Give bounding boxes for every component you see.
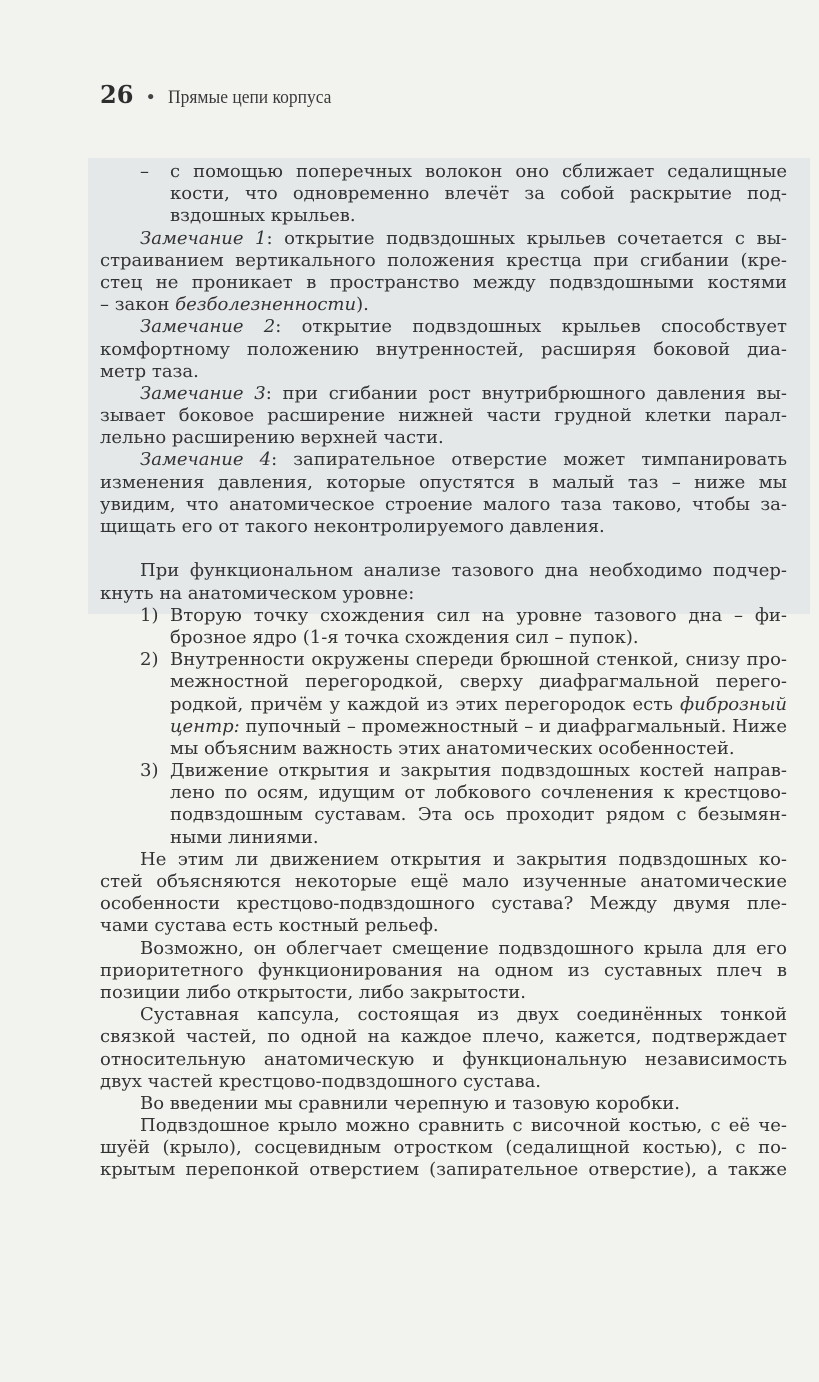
text-line [100, 671, 787, 693]
text-segment: шуёй (крыло), сосцевидным отростком (седалищной костью), с по- [100, 1137, 787, 1159]
italic-text: Замечание 3 [140, 382, 266, 404]
text-segment: особенности крестцово-подвздошного сустава? Между двумя пле- [100, 893, 787, 915]
text-line [100, 1049, 787, 1071]
italic-text: Замечание 4 [140, 449, 272, 471]
header-separator: • [145, 87, 157, 108]
text-segment: Во введении мы сравнили черепную и тазовую коробки. [140, 1092, 680, 1114]
text-segment: : запирательное отверстие может тимпанировать [271, 449, 787, 471]
text-line [100, 1115, 787, 1137]
italic-text: безболезненности [175, 294, 357, 316]
numbered-list-line [100, 649, 787, 671]
text-segment: комфортному положению внутренностей, расширяя боковой диа- [100, 338, 787, 360]
text-line [100, 694, 787, 716]
text-line [100, 583, 787, 605]
text-segment: стей объясняются некоторые ещё мало изученные анатомические [100, 871, 787, 892]
text-line [100, 1093, 787, 1115]
text-line [100, 494, 787, 516]
text-segment: ). [356, 294, 369, 316]
text-line [100, 183, 787, 205]
text-segment: стец не проникает в пространство между подвздошными костями [100, 271, 787, 293]
text-segment: лельно расширению верхней части. [100, 427, 444, 449]
text-line [100, 1071, 787, 1093]
text-segment: зывает боковое расширение нижней части грудной клетки парал- [100, 405, 787, 427]
text-line [100, 361, 787, 383]
blank-line [100, 538, 787, 560]
text-segment: : при сгибании рост внутрибрюшного давления вы- [265, 382, 787, 404]
text-segment: родкой, причём у каждой из этих перегородок есть [170, 693, 681, 715]
numbered-list-line [100, 760, 787, 782]
text-segment: относительную анатомическую и функциональную независимость [100, 1048, 787, 1070]
text-segment: кости, что одновременно влечёт за собой раскрытие под- [170, 183, 787, 205]
text-line [100, 560, 787, 582]
list-marker: 3) [140, 760, 159, 782]
italic-text: фиброзный [680, 693, 787, 715]
text-segment: позиции либо открытости, либо закрытости. [100, 981, 526, 1003]
text-line [100, 516, 787, 538]
text-segment: крытым перепонкой отверстием (запирательное отверстие), а также [100, 1159, 787, 1181]
text-line [100, 915, 787, 937]
text-line [100, 938, 787, 960]
text-segment: связкой частей, по одной на каждое плечо, кажется, подтверждает [100, 1026, 787, 1048]
text-line [100, 228, 787, 250]
text-line [100, 339, 787, 361]
text-line [100, 427, 787, 449]
text-line [100, 982, 787, 1004]
italic-text: Замечание 1 [140, 227, 267, 249]
text-segment: – закон [100, 294, 176, 316]
text-segment: подвздошным суставам. Эта ось проходит рядом с безымян- [170, 804, 787, 826]
text-segment: Суставная капсула, состоящая из двух соединённых тонкой [140, 1004, 787, 1026]
text-segment: мы объясним важность этих анатомических особенностей. [170, 737, 735, 759]
text-segment: : открытие подвздошных крыльев сочетается с вы- [266, 227, 788, 249]
text-segment: межностной перегородкой, сверху диафрагмальной перего- [170, 671, 787, 693]
text-line [100, 893, 787, 915]
text-line [100, 449, 787, 471]
text-line [100, 804, 787, 826]
text-line [100, 827, 787, 849]
text-line [100, 1159, 787, 1181]
text-line [100, 1004, 787, 1026]
dash-list-line [100, 161, 787, 183]
text-segment: При функциональном анализе тазового дна необходимо подчер- [140, 560, 787, 582]
list-marker: 1) [140, 604, 159, 626]
text-line [100, 871, 787, 893]
running-title: Прямые цепи корпуса [168, 87, 332, 108]
text-line [100, 627, 787, 649]
text-line [100, 738, 787, 760]
body-text [100, 161, 787, 1182]
text-line [100, 960, 787, 982]
text-segment: двух частей крестцово-подвздошного сустава. [100, 1070, 542, 1092]
list-marker: – [140, 161, 149, 182]
text-segment: Вторую точку схождения сил на уровне тазового дна – фи- [170, 604, 787, 626]
text-line [100, 294, 787, 316]
text-segment: метр таза. [100, 360, 199, 382]
text-segment: щищать его от такого неконтролируемого давления. [100, 516, 605, 537]
running-header [100, 80, 346, 109]
text-segment: Не этим ли движением открытия и закрытия подвздошных ко- [140, 848, 787, 870]
page-number: 26 [100, 80, 134, 109]
text-segment: лено по осям, идущим от лобкового сочленения к крестцово- [170, 782, 787, 804]
text-line [100, 205, 787, 227]
text-line [100, 316, 787, 338]
text-line [100, 250, 787, 272]
text-segment: чами сустава есть костный рельеф. [100, 915, 439, 937]
text-line [100, 782, 787, 804]
text-segment: приоритетного функционирования на одном из суставных плеч в [100, 959, 787, 981]
text-segment: Движение открытия и закрытия подвздошных костей направ- [170, 760, 787, 782]
numbered-list-line [100, 605, 787, 627]
text-line [100, 1137, 787, 1159]
text-segment: увидим, что анатомическое строение малого таза таково, чтобы за- [100, 493, 787, 515]
text-line [100, 272, 787, 294]
text-segment: Внутренности окружены спереди брюшной стенкой, снизу про- [170, 649, 787, 671]
text-segment: изменения давления, которые опустятся в малый таз – ниже мы [100, 471, 787, 493]
text-segment: ными линиями. [170, 826, 319, 848]
text-segment: Возможно, он облегчает смещение подвздошного крыла для его [140, 937, 787, 959]
italic-text: центр: [170, 715, 240, 737]
text-segment: страиванием вертикального положения крестца при сгибании (кре- [100, 249, 787, 271]
text-segment: кнуть на анатомическом уровне: [100, 582, 415, 604]
text-segment: брозное ядро (1-я точка схождения сил – пупок). [170, 626, 639, 648]
list-marker: 2) [140, 649, 159, 671]
text-segment: с помощью поперечных волокон оно сближает седалищные [170, 161, 787, 182]
text-line [100, 405, 787, 427]
italic-text: Замечание 2 [140, 316, 276, 338]
text-segment: вздошных крыльев. [170, 205, 356, 227]
text-line [100, 716, 787, 738]
text-line [100, 1026, 787, 1048]
text-line [100, 383, 787, 405]
text-segment: Подвздошное крыло можно сравнить с височной костью, с её че- [140, 1115, 787, 1137]
text-line [100, 849, 787, 871]
text-line [100, 472, 787, 494]
text-segment: пупочный – промежностный – и диафрагмальный. Ниже [239, 715, 787, 737]
text-segment: : открытие подвздошных крыльев способствует [275, 316, 787, 338]
